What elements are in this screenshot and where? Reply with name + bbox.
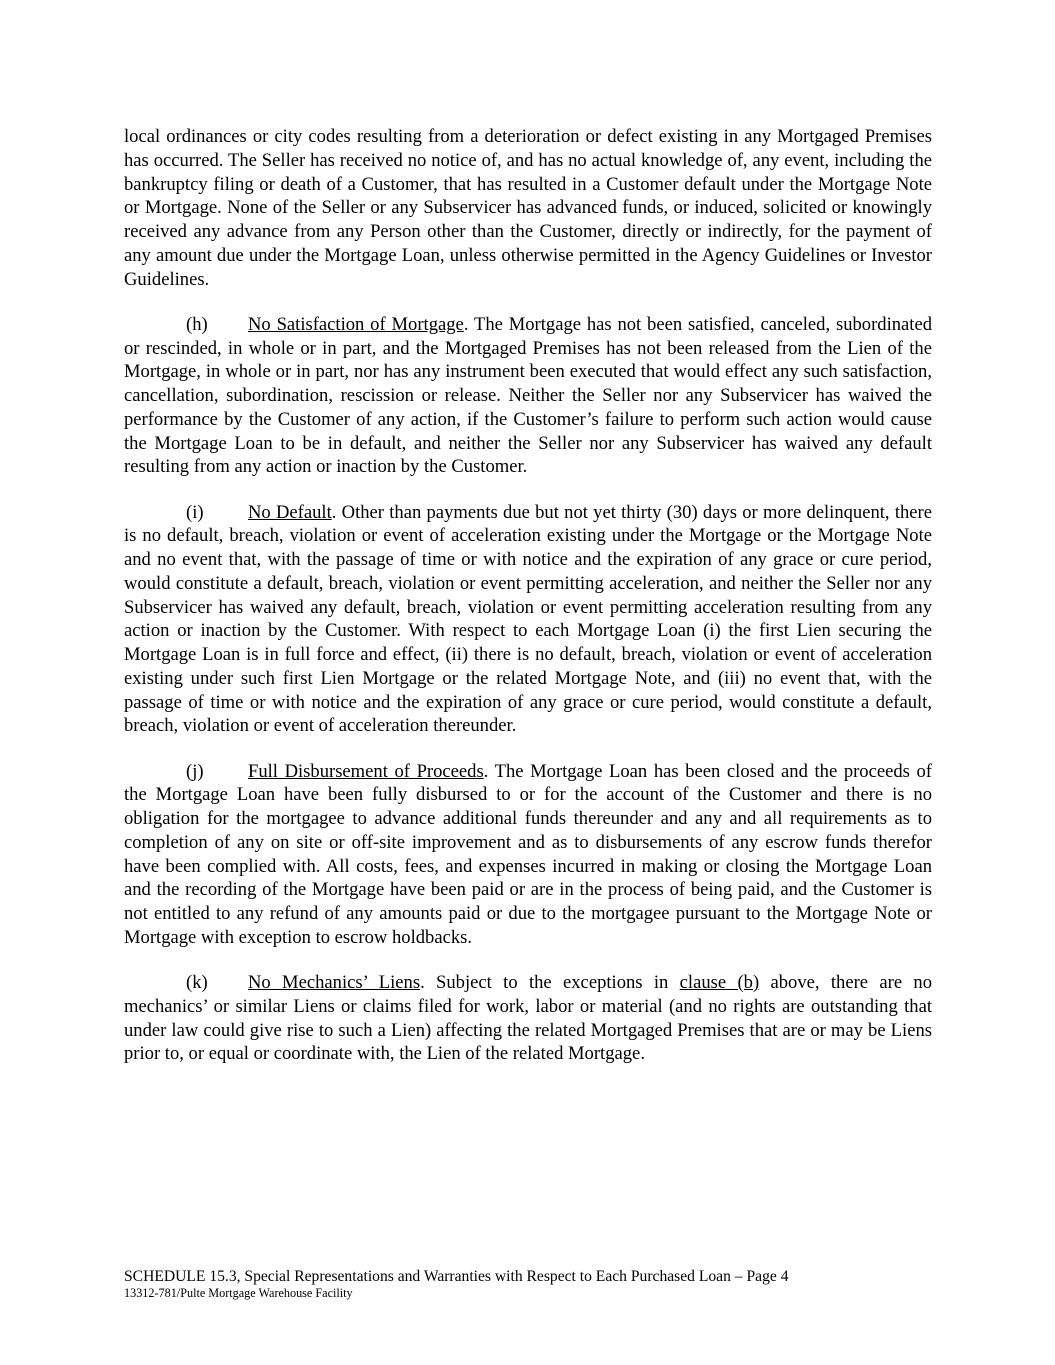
- paragraph-i: [124, 501, 932, 739]
- clause-text: . Other than payments due but not yet thirty (30) days or more delinquent, there is no default, breach, violation or event of acceleration existing under the Mortgage or the Mortgage Note and no event that, with the passage of time or with notice and the expiration of any grace or cure period, would constitute a default, breach, violation or event permitting acceleration, and neither the Seller nor any Subservicer has waived any default, breach, violation or event permitting acceleration resulting from any action or inaction by the Customer. With respect to each Mortgage Loan (i) the first Lien securing the Mortgage Loan is in full force and effect, (ii) there is no default, breach, violation or event of acceleration existing under such first Lien Mortgage or the related Mortgage Note, and (iii) no event that, with the passage of time or with notice and the expiration of any grace or cure period, would constitute a default, breach, violation or event of acceleration thereunder.: [124, 501, 933, 737]
- clause-label: (h): [186, 313, 208, 335]
- clause-text: above, there are no mechanics’ or similar Liens or claims filed for work, labor or material (and no rights are outstanding that under law could give rise to such a Lien) affecting the related Mortgaged Premises that are or may be Liens prior to, or equal or coordinate with, the Lien of the related Mortgage.: [124, 972, 933, 1065]
- document-body: [124, 125, 932, 1088]
- paragraph-g-continued: local ordinances or city codes resulting from a deterioration or defect existing in any Mortgaged Premises has occurred. The Seller has received no notice of, and has no actual knowledge of, any event, including the bankruptcy filing or death of a Customer, that has resulted in a Customer default under the Mortgage Note or Mortgage. None of the Seller or any Subservicer has advanced funds, or induced, solicited or knowingly received any advance from any Person other than the Customer, directly or indirectly, for the payment of any amount due under the Mortgage Loan, unless otherwise permitted in the Agency Guidelines or Investor Guidelines.: [124, 126, 932, 290]
- paragraph-h: [124, 313, 932, 479]
- clause-reference: clause (b): [679, 972, 760, 993]
- paragraph-j: [124, 760, 932, 950]
- clause-heading: No Default: [248, 501, 332, 523]
- page-footer: [124, 1268, 789, 1300]
- clause-label: (k): [186, 972, 208, 993]
- clause-heading: Full Disbursement of Proceeds: [248, 760, 484, 782]
- clause-text: . Subject to the exceptions in: [420, 972, 680, 993]
- clause-text: . The Mortgage has not been satisfied, canceled, subordinated or rescinded, in whole or in part, and the Mortgaged Premises has not been released from the Lien of the Mortgage, in whole or in part, nor has any instrument been executed that would effect any such satisfaction, cancellation, subordination, rescission or release. Neither the Seller nor any Subservicer has waived the performance by the Customer of any action, if the Customer’s failure to perform such action would cause the Mortgage Loan to be in default, and neither the Seller nor any Subservicer has waived any default resulting from any action or inaction by the Customer.: [124, 313, 933, 478]
- footer-docid: 13312-781/Pulte Mortgage Warehouse Facility: [124, 1286, 353, 1300]
- footer-title: SCHEDULE 15.3, Special Representations and Warranties with Respect to Each Purchased Loan – Page 4: [124, 1268, 789, 1285]
- clause-label: (j): [186, 760, 204, 782]
- clause-text: . The Mortgage Loan has been closed and the proceeds of the Mortgage Loan have been fully disbursed to or for the account of the Customer and there is no obligation for the mortgagee to advance additional funds thereunder and any and all requirements as to completion of any on site or off-site improvement and as to disbursements of any escrow funds therefor have been complied with. All costs, fees, and expenses incurred in making or closing the Mortgage Loan and the recording of the Mortgage have been paid or are in the process of being paid, and the Customer is not entitled to any refund of any amounts paid or due to the mortgagee pursuant to the Mortgage Note or Mortgage with exception to escrow holdbacks.: [124, 760, 932, 948]
- paragraph-k: [124, 971, 932, 1066]
- clause-heading: No Mechanics’ Liens: [248, 972, 421, 993]
- clause-label: (i): [186, 501, 204, 523]
- clause-heading: No Satisfaction of Mortgage: [248, 313, 464, 335]
